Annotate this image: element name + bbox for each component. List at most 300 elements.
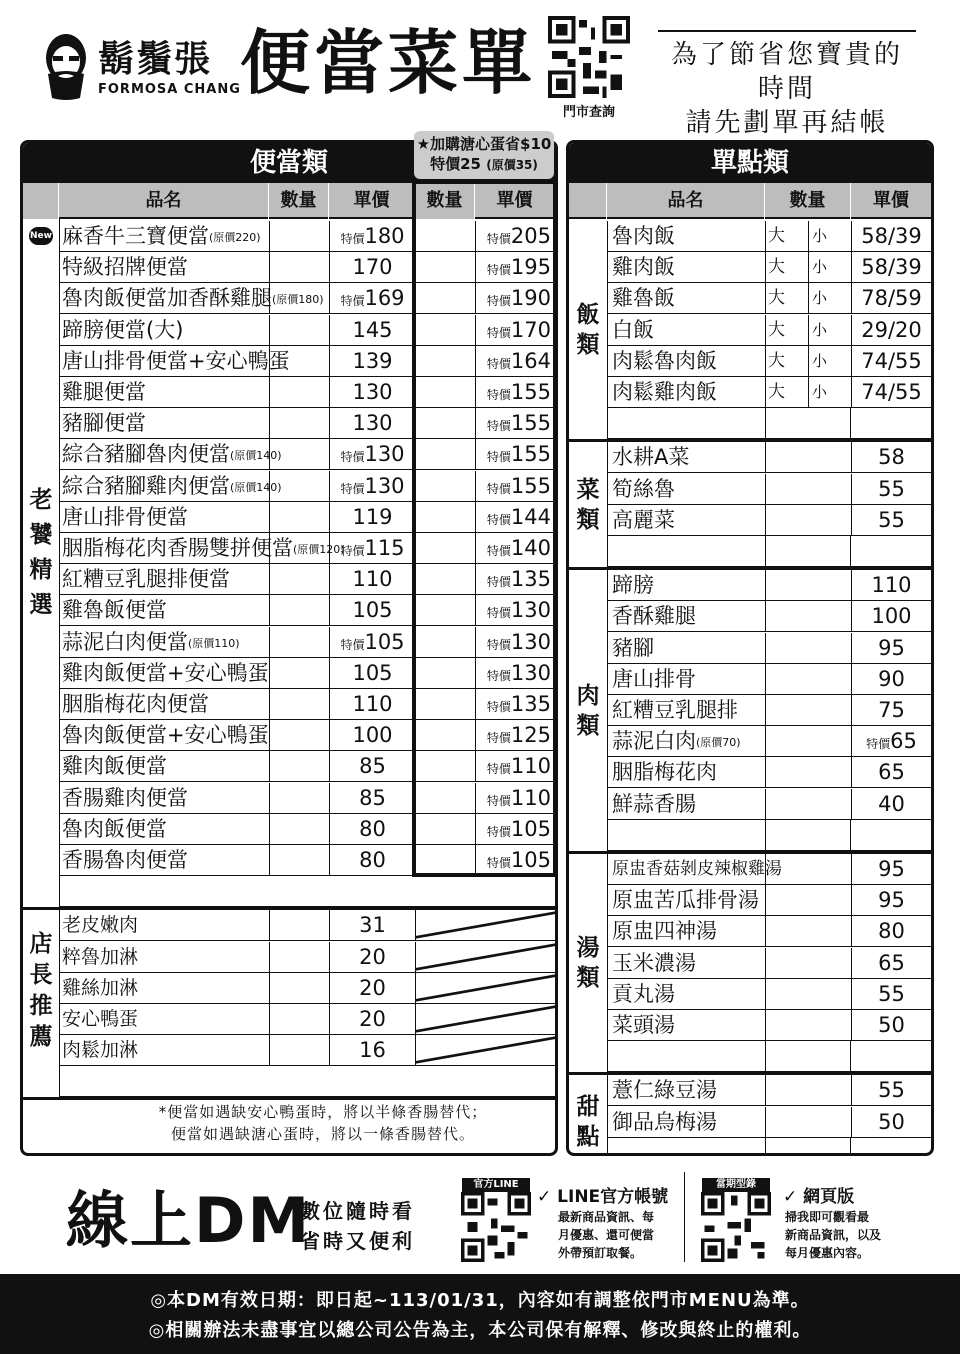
category-char: 肉 (576, 682, 600, 709)
qty-cell[interactable] (269, 751, 329, 781)
price-cell (851, 885, 931, 915)
size-large-cell[interactable]: 大 (765, 221, 808, 251)
price-value: 55 (878, 1078, 905, 1103)
category-char: 長 (29, 962, 53, 988)
qty-cell[interactable] (765, 916, 851, 946)
web-qr-code[interactable] (701, 1192, 771, 1262)
item-name: 安心鴨蛋 (62, 1008, 139, 1030)
price-cell (329, 564, 415, 594)
qty-cell[interactable] (269, 689, 329, 719)
qty-cell[interactable] (765, 854, 851, 884)
price-cell (851, 505, 931, 535)
qty-cell[interactable] (269, 814, 329, 844)
blank-row (607, 820, 931, 851)
size-large-cell[interactable]: 大 (765, 315, 808, 345)
price-cell (851, 1075, 931, 1105)
a-la-carte-panel (566, 140, 934, 1156)
category-char: 點 (576, 1124, 600, 1151)
rice-row (607, 221, 931, 252)
price-value: 170 (352, 255, 393, 280)
blank-divider (765, 1041, 851, 1071)
col-name: 品名 (59, 183, 269, 219)
item-name: 白飯 (612, 317, 654, 342)
combo-price-value: 190 (510, 286, 551, 311)
web-desc-3: 每月優惠內容。 (785, 1246, 870, 1260)
price-value: 65 (878, 950, 905, 975)
category-dessert (571, 1092, 605, 1152)
size-large-cell[interactable]: 大 (765, 283, 808, 313)
dessert-row (607, 1075, 931, 1106)
price-value: 55 (878, 981, 905, 1006)
original-price: (原價180) (272, 293, 324, 307)
combo-price-value: 155 (510, 411, 551, 436)
combo-price-value: 110 (510, 785, 551, 810)
special-label: 特價 (486, 762, 511, 777)
price-cell (851, 1010, 931, 1040)
col-combo-qty: 數量 (415, 183, 475, 219)
combo-price-value: 135 (510, 692, 551, 716)
price-cell (329, 502, 415, 532)
online-dm-title: 線上DM (66, 1184, 312, 1257)
special-label: 特價 (486, 668, 511, 683)
price-cell (329, 221, 415, 251)
price-cell (329, 814, 415, 844)
store-qr-label: 門市查詢 (562, 105, 615, 120)
price-value: 80 (359, 816, 386, 841)
hatched-cell (415, 942, 555, 972)
combo-price-value: 135 (510, 567, 551, 592)
combo-price-value: 110 (510, 754, 551, 779)
qty-cell[interactable] (765, 789, 851, 819)
a-la-carte-columns (569, 183, 931, 219)
price-cell (329, 471, 415, 501)
special-label: 特價 (486, 637, 511, 652)
mustache-face-logo (40, 30, 92, 100)
price-cell (329, 377, 415, 407)
rice-row (607, 252, 931, 283)
line-desc-3: 外帶預訂取餐。 (558, 1246, 643, 1260)
footer-line-1: ◎本DM有效日期：即日起~113/01/31，內容如有調整依門市MENU為準。 (150, 1290, 810, 1311)
special-label: 特價 (486, 512, 511, 527)
item-name: 魯肉飯便當 (62, 816, 167, 841)
qty-cell[interactable] (269, 564, 329, 594)
category-char: 薦 (29, 1024, 53, 1050)
qty-cell[interactable] (765, 1107, 851, 1137)
recommend-row (59, 942, 555, 973)
price-cell (329, 346, 415, 376)
price-value: 119 (352, 504, 393, 529)
price-value: 110 (352, 567, 393, 592)
web-qr-label: 當期型錄 (702, 1178, 770, 1192)
blank-divider (765, 408, 851, 438)
blank-divider (765, 536, 851, 566)
web-title-text: 網頁版 (803, 1187, 855, 1207)
price-value: 90 (878, 666, 905, 691)
price-cell (851, 979, 931, 1009)
blank-row (607, 1041, 931, 1072)
size-small-cell[interactable]: 小 (808, 377, 851, 407)
qty-cell[interactable] (269, 1035, 329, 1065)
qty-cell[interactable] (269, 910, 329, 940)
size-large-cell[interactable]: 大 (765, 377, 808, 407)
egg-promo-price: 特價25 (430, 155, 481, 173)
price-value: 65 (878, 760, 905, 785)
dessert-row (607, 1107, 931, 1138)
original-price: (原價220) (209, 231, 261, 244)
item-name: 胭脂梅花肉香腸雙拼便當 (62, 536, 293, 560)
price-value: 95 (878, 888, 905, 913)
price-cell: 20 (329, 973, 415, 1003)
category-gourmet (25, 483, 57, 623)
item-name: 紅糟豆乳腿排 (612, 698, 738, 722)
combo-price-value: 155 (510, 473, 551, 498)
price-cell (851, 695, 931, 725)
qty-cell[interactable] (269, 845, 329, 875)
category-char: 饕 (29, 522, 53, 548)
item-name: 魯肉飯便當加香酥雞腿 (62, 286, 272, 311)
hatched-cell (415, 973, 555, 1003)
combo-price-value: 130 (510, 660, 551, 685)
item-name: 原盅四神湯 (612, 919, 717, 944)
item-name: 唐山排骨 (612, 666, 696, 691)
size-small-cell[interactable]: 小 (808, 252, 851, 282)
special-label: 特價 (340, 294, 365, 309)
qty-cell[interactable] (765, 505, 851, 535)
item-name: 雞魯飯 (612, 286, 675, 311)
category-char: 精 (29, 557, 53, 583)
price-cell (329, 751, 415, 781)
item-name: 肉鬆魯肉飯 (612, 348, 717, 373)
price-cell (851, 283, 931, 313)
recommend-row (59, 973, 555, 1004)
price-value: 75 (878, 698, 905, 722)
special-label: 特價 (486, 325, 511, 340)
size-small-cell[interactable]: 小 (808, 221, 851, 251)
qty-cell[interactable] (269, 533, 329, 563)
brand-name-en: FORMOSA CHANG (98, 82, 241, 97)
qty-cell[interactable] (269, 720, 329, 750)
size-small-cell[interactable]: 小 (808, 283, 851, 313)
qty-cell[interactable] (269, 658, 329, 688)
combo-price-value: 144 (510, 504, 551, 529)
price-value: 100 (871, 604, 912, 629)
category-char: 湯 (576, 935, 600, 962)
col-price: 單價 (873, 190, 909, 211)
rice-row (607, 377, 931, 408)
egg-note-line-1: *便當如遇缺安心鴨蛋時，將以半條香腸替代； (158, 1103, 488, 1121)
web-version-title (783, 1182, 854, 1207)
item-name: 魯肉飯 (612, 224, 675, 248)
qty-cell[interactable] (269, 471, 329, 501)
qty-cell[interactable] (269, 346, 329, 376)
special-label: 特價 (486, 700, 511, 714)
soup-row (607, 948, 931, 979)
qty-cell[interactable] (269, 283, 329, 313)
qty-cell[interactable] (269, 408, 329, 438)
price-value: 80 (359, 848, 386, 872)
price-value: 95 (878, 635, 905, 660)
meat-row (607, 726, 931, 757)
original-price: (原價140) (230, 449, 282, 463)
qty-cell[interactable] (269, 595, 329, 625)
col-qty: 數量 (765, 183, 851, 219)
price-value: 58/39 (861, 255, 922, 280)
recommend-row (59, 910, 555, 941)
col-name: 品名 (607, 183, 765, 219)
line-title-text: LINE官方帳號 (557, 1187, 669, 1207)
price-cell (329, 315, 415, 345)
blank-row (59, 1066, 555, 1097)
qty-cell[interactable] (269, 1004, 329, 1034)
special-label: 特價 (486, 356, 511, 371)
original-price: (原價140) (230, 480, 282, 494)
qty-cell[interactable] (269, 783, 329, 813)
price-value: 55 (878, 476, 905, 501)
qty-cell[interactable] (765, 726, 851, 756)
special-label: 特價 (486, 450, 511, 465)
combo-price-value: 130 (510, 598, 551, 623)
combo-price-value: 155 (510, 442, 551, 467)
item-name: 胭脂梅花肉便當 (62, 692, 209, 716)
special-label: 特價 (486, 824, 511, 839)
price-value: 130 (352, 411, 393, 436)
item-name: 御品烏梅湯 (612, 1109, 717, 1134)
price-value: 130 (364, 442, 405, 467)
special-label: 特價 (486, 481, 511, 496)
price-cell (329, 845, 415, 875)
price-cell (329, 439, 415, 469)
soup-row (607, 885, 931, 916)
qty-cell[interactable] (765, 601, 851, 631)
price-cell (329, 783, 415, 813)
egg-note (83, 1101, 558, 1145)
size-large-cell[interactable]: 大 (765, 252, 808, 282)
special-label: 特價 (486, 263, 511, 278)
item-name: 蒜泥白肉 (612, 729, 696, 754)
meat-row (607, 695, 931, 726)
web-desc-2: 新商品資訊，以及 (785, 1228, 882, 1242)
category-char: 類 (576, 712, 600, 739)
item-name: 雞肉飯 (612, 255, 675, 280)
slogan-line-1: 為了節省您寶貴的時間 (670, 40, 903, 104)
soup-row (607, 854, 931, 885)
item-name: 玉米濃湯 (612, 950, 696, 975)
qty-cell[interactable] (765, 695, 851, 725)
price-value: 105 (352, 660, 393, 685)
store-qr-code[interactable] (548, 16, 630, 98)
col-combo-price: 單價 (475, 183, 555, 219)
section-divider (23, 1097, 555, 1100)
price-value: 130 (352, 380, 393, 404)
price-cell: 16 (329, 1035, 415, 1065)
egg-promo-title: ★加購溏心蛋省$10 (416, 135, 552, 153)
price-cell (329, 689, 415, 719)
size-small-cell[interactable]: 小 (808, 315, 851, 345)
special-label: 特價 (486, 232, 511, 246)
qty-cell[interactable] (269, 252, 329, 282)
price-cell (851, 346, 931, 376)
rice-row (607, 315, 931, 346)
recommend-row (59, 1035, 555, 1066)
divider (684, 1172, 685, 1262)
price-cell: 20 (329, 942, 415, 972)
item-name: 原盅香菇剝皮辣椒雞湯 (612, 859, 782, 879)
dm-sub-line-2: 省時又便利 (300, 1229, 415, 1253)
price-cell (329, 283, 415, 313)
line-qr-label: 官方LINE (462, 1178, 530, 1192)
item-name: 水耕A菜 (612, 445, 690, 470)
item-name: 高麗菜 (612, 507, 675, 532)
combo-price-value: 195 (510, 255, 551, 280)
combo-price-value: 140 (510, 536, 551, 560)
item-name: 蹄膀便當(大) (62, 317, 184, 342)
price-value: 40 (878, 791, 905, 816)
rice-row (607, 283, 931, 314)
item-name: 雞肉飯便當+安心鴨蛋 (62, 660, 269, 685)
price-cell (851, 948, 931, 978)
slogan-line-2: 請先劃單再結帳 (685, 108, 889, 138)
blank-divider (765, 1138, 851, 1156)
qty-cell[interactable] (269, 973, 329, 1003)
price-cell (851, 726, 931, 756)
price-cell (851, 757, 931, 787)
qty-cell[interactable] (269, 627, 329, 657)
qty-cell[interactable] (765, 1075, 851, 1105)
blank-divider (765, 820, 851, 850)
category-divider (607, 1075, 608, 1156)
special-label: 特價 (340, 637, 365, 652)
blank-row (607, 1138, 931, 1156)
hatched-cell (415, 1004, 555, 1034)
qty-cell[interactable] (765, 664, 851, 694)
size-large-cell[interactable]: 大 (765, 346, 808, 376)
item-name: 雞腿便當 (62, 380, 146, 404)
qty-cell[interactable] (269, 942, 329, 972)
qty-cell[interactable] (765, 979, 851, 1009)
item-name: 豬腳便當 (62, 411, 146, 436)
price-value: 58 (878, 445, 905, 470)
item-name: 蒜泥白肉便當 (62, 629, 188, 654)
category-rice (571, 300, 605, 360)
qty-cell[interactable] (765, 474, 851, 504)
combo-price-value: 125 (510, 723, 551, 748)
qty-cell[interactable] (269, 439, 329, 469)
category-char: 類 (576, 965, 600, 992)
special-label: 特價 (866, 737, 891, 752)
item-name: 香酥雞腿 (612, 604, 696, 629)
qty-cell[interactable] (765, 757, 851, 787)
size-small-cell[interactable]: 小 (808, 346, 851, 376)
price-value: 29/20 (861, 317, 922, 342)
line-account-title (537, 1182, 668, 1207)
price-cell (851, 601, 931, 631)
item-name: 肉鬆加淋 (62, 1039, 139, 1062)
combo-price-value: 155 (510, 380, 551, 404)
veg-row (607, 474, 931, 505)
qty-cell[interactable] (765, 1010, 851, 1040)
recommend-row (59, 1004, 555, 1035)
line-desc-1: 最新商品資訊、每 (558, 1210, 655, 1224)
price-cell (851, 377, 931, 407)
soup-row (607, 1010, 931, 1041)
category-veg (571, 475, 605, 535)
category-char: 菜 (576, 476, 600, 503)
qty-cell[interactable] (765, 633, 851, 663)
price-cell: 31 (329, 910, 415, 940)
price-value: 65 (890, 729, 917, 754)
price-value: 74/55 (861, 380, 922, 404)
price-cell (851, 221, 931, 251)
item-name: 薏仁綠豆湯 (612, 1078, 717, 1103)
col-price: 單價 (329, 183, 415, 219)
qty-cell[interactable] (765, 570, 851, 600)
combo-egg-column (412, 180, 557, 877)
egg-note-line-2: 便當如遇缺溏心蛋時，將以一條香腸替代。 (170, 1125, 475, 1143)
category-char: 選 (29, 592, 53, 618)
combo-price-value: 105 (510, 816, 551, 841)
special-label: 特價 (486, 544, 511, 558)
price-cell (329, 252, 415, 282)
item-name: 雞肉飯便當 (62, 754, 167, 779)
meat-row (607, 664, 931, 695)
brand-name: 鬍鬚張 (98, 39, 213, 80)
a-la-carte-header: 單點類 (569, 143, 931, 183)
price-cell (851, 789, 931, 819)
line-qr-code[interactable] (461, 1192, 531, 1262)
price-value: 100 (352, 723, 393, 748)
page-title: 便當菜單 (240, 22, 536, 104)
bento-header: 便當類 (23, 143, 555, 183)
price-value: 180 (364, 224, 405, 248)
category-char: 甜 (576, 1094, 600, 1121)
col-qty: 數量 (269, 183, 329, 219)
item-name: 唐山排骨便當+安心鴨蛋 (62, 348, 290, 373)
item-name: 肉鬆雞肉飯 (612, 380, 717, 404)
item-name: 原盅苦瓜排骨湯 (612, 888, 759, 913)
veg-row (607, 505, 931, 536)
hatched-cell (415, 910, 555, 940)
web-description (785, 1208, 881, 1262)
qty-cell[interactable] (269, 315, 329, 345)
price-cell (851, 633, 931, 663)
qty-cell[interactable] (269, 221, 329, 251)
item-name: 紅糟豆乳腿排便當 (62, 567, 230, 592)
qty-cell[interactable] (765, 885, 851, 915)
price-cell (329, 627, 415, 657)
price-value: 50 (878, 1109, 905, 1134)
qty-cell[interactable] (269, 377, 329, 407)
price-value: 110 (352, 692, 393, 716)
category-manager-recommend (25, 929, 57, 1053)
hatched-cell (415, 1035, 555, 1065)
veg-row (607, 442, 931, 473)
price-value: 58/39 (861, 224, 922, 248)
price-value: 78/59 (861, 286, 922, 311)
soup-row (607, 979, 931, 1010)
item-name: 老皮嫩肉 (62, 914, 139, 937)
qty-cell[interactable] (765, 948, 851, 978)
price-value: 115 (364, 536, 405, 560)
original-price: (原價70) (696, 736, 741, 750)
qty-cell[interactable] (765, 442, 851, 472)
item-name: 雞絲加淋 (62, 976, 139, 999)
meat-row (607, 789, 931, 820)
special-label: 特價 (486, 419, 511, 434)
qty-cell[interactable] (269, 502, 329, 532)
meat-row (607, 633, 931, 664)
web-desc-1: 掃我即可觀看最 (785, 1210, 870, 1224)
price-cell (851, 916, 931, 946)
